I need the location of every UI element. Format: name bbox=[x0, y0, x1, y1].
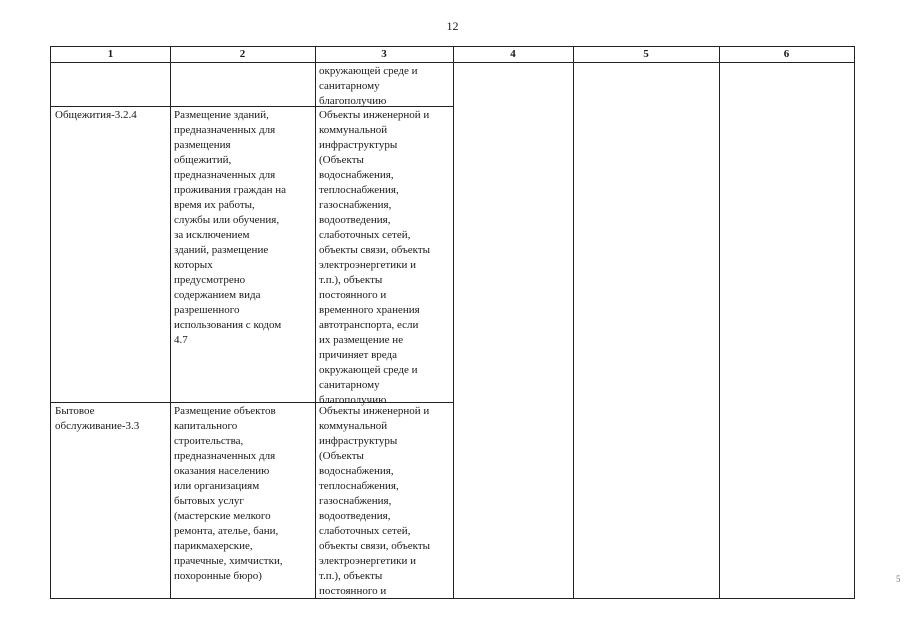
header-cell-4: 4 bbox=[510, 48, 516, 60]
row-1-auxiliary-uses: окружающей среде и санитарному благополучию bbox=[319, 65, 418, 107]
row-2-use-type: Общежития-3.2.4 bbox=[55, 109, 137, 121]
row-2-auxiliary-uses: Объекты инженерной и коммунальной инфраструктуры (Объекты водоснабжения, теплоснабжения, газоснабжения, водоотведения, слаботочных сетей, объекты связи, объекты электроэнергетики и т.п.), объекты постоянного и временного хранения автотранспорта, если их размещение не причиняет вреда окружающей среде и санитарному благополучию bbox=[319, 109, 431, 406]
row-2-description: Размещение зданий, предназначенных для размещения общежитий, предназначенных для проживания граждан на время их работы, службы или обучения, за исключением зданий, размещение которых предусмотрено содержанием вида разрешенного использования с кодом 4.7 bbox=[174, 109, 286, 346]
column-divider bbox=[719, 47, 720, 598]
column-divider bbox=[315, 47, 316, 598]
row-3-auxiliary-uses: Объекты инженерной и коммунальной инфраструктуры (Объекты водоснабжения, теплоснабжения, газоснабжения, водоотведения, слаботочных сетей, объекты связи, объекты электроэнергетики и т.п.), объекты постоянного и bbox=[319, 405, 431, 597]
header-cell-6: 6 bbox=[783, 48, 790, 60]
header-cell-2: 2 bbox=[239, 48, 246, 60]
header-divider bbox=[51, 62, 854, 63]
margin-mark: 5 bbox=[896, 574, 901, 584]
header-cell-3: 3 bbox=[381, 48, 387, 60]
column-divider bbox=[573, 47, 574, 598]
row-3-use-type: Бытовое обслуживание-3.3 bbox=[55, 405, 140, 432]
row-3-description: Размещение объектов капитального строительства, предназначенных для оказания населению или организациям бытовых услуг (мастерские мелкого ремонта, ателье, бани, парикмахерские, прачечные, химчистки, похоронные бюро) bbox=[174, 405, 283, 582]
column-divider bbox=[453, 47, 454, 598]
column-divider bbox=[170, 47, 171, 598]
page-number: 12 bbox=[446, 19, 459, 33]
header-cell-5: 5 bbox=[643, 48, 649, 60]
zoning-table bbox=[50, 46, 855, 599]
header-cell-1: 1 bbox=[107, 48, 114, 60]
